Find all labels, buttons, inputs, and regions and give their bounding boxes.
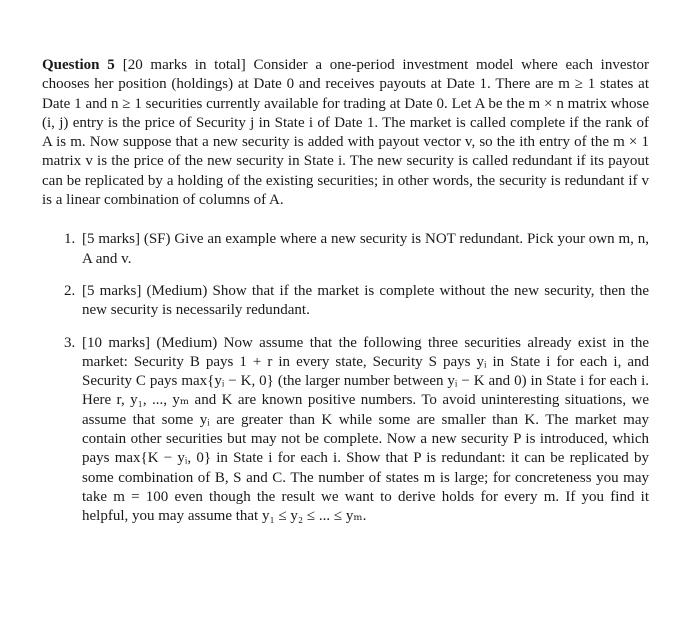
- sub-question-text: [5 marks] (Medium) Show that if the market is complete without the new security, then the new security is necessarily redundant.: [82, 282, 649, 319]
- sub-question-number: 1.: [64, 231, 76, 248]
- sub-question-1: [42, 230, 649, 269]
- sub-question-list: [42, 230, 649, 526]
- sub-question-2: [42, 282, 649, 321]
- question-intro-text: Consider a one-period investment model where each investor chooses her position (holdings) at Date 0 and receives payouts at Date 1. There are m ≥ 1 states at Date 1 and n ≥ 1 securities currently available for trading at Date 0. Let A be the m × n matrix whose (i, j) entry is the price of Security j in State i of Date 1. The market is called complete if the rank of A is m. Now suppose that a new security is added with payout vector v, so the ith entry of the m × 1 matrix v is the price of the new security in State i. The new security is called redundant if its payout can be replicated by a holding of the existing securities; in other words, the security is redundant if v is a linear combination of columns of A.: [42, 57, 649, 209]
- sub-question-3: [42, 334, 649, 527]
- sub-question-text: [10 marks] (Medium) Now assume that the following three securities already exist in the market: Security B pays 1 + r in every state, Security S pays yᵢ in State i for each i, and Security C pays max{yᵢ − K, 0} (the larger number between yᵢ − K and 0) in State i for each i. Here r, y₁, ..., yₘ and K are known positive numbers. To avoid uninteresting situations, we assume that some yᵢ are greater than K while some are smaller than K. The market may contain other securities but may not be complete. Now a new security P is introduced, which pays max{K − yᵢ, 0} in State i for each i. Show that P is redundant: it can be replicated by some combination of B, S and C. The number of states m is large; for concreteness you may take m = 100 even though the result we want to derive holds for every m. If you find it helpful, you may assume that y₁ ≤ y₂ ≤ ... ≤ yₘ.: [82, 334, 649, 525]
- question-document: [42, 56, 649, 540]
- sub-question-number: 2.: [64, 282, 76, 299]
- question-label: Question 5: [42, 57, 115, 73]
- sub-question-number: 3.: [64, 334, 76, 351]
- question-marks: [20 marks in total]: [122, 57, 246, 73]
- question-intro: [42, 56, 649, 210]
- sub-question-text: [5 marks] (SF) Give an example where a new security is NOT redundant. Pick your own m, n, A and v.: [82, 231, 649, 267]
